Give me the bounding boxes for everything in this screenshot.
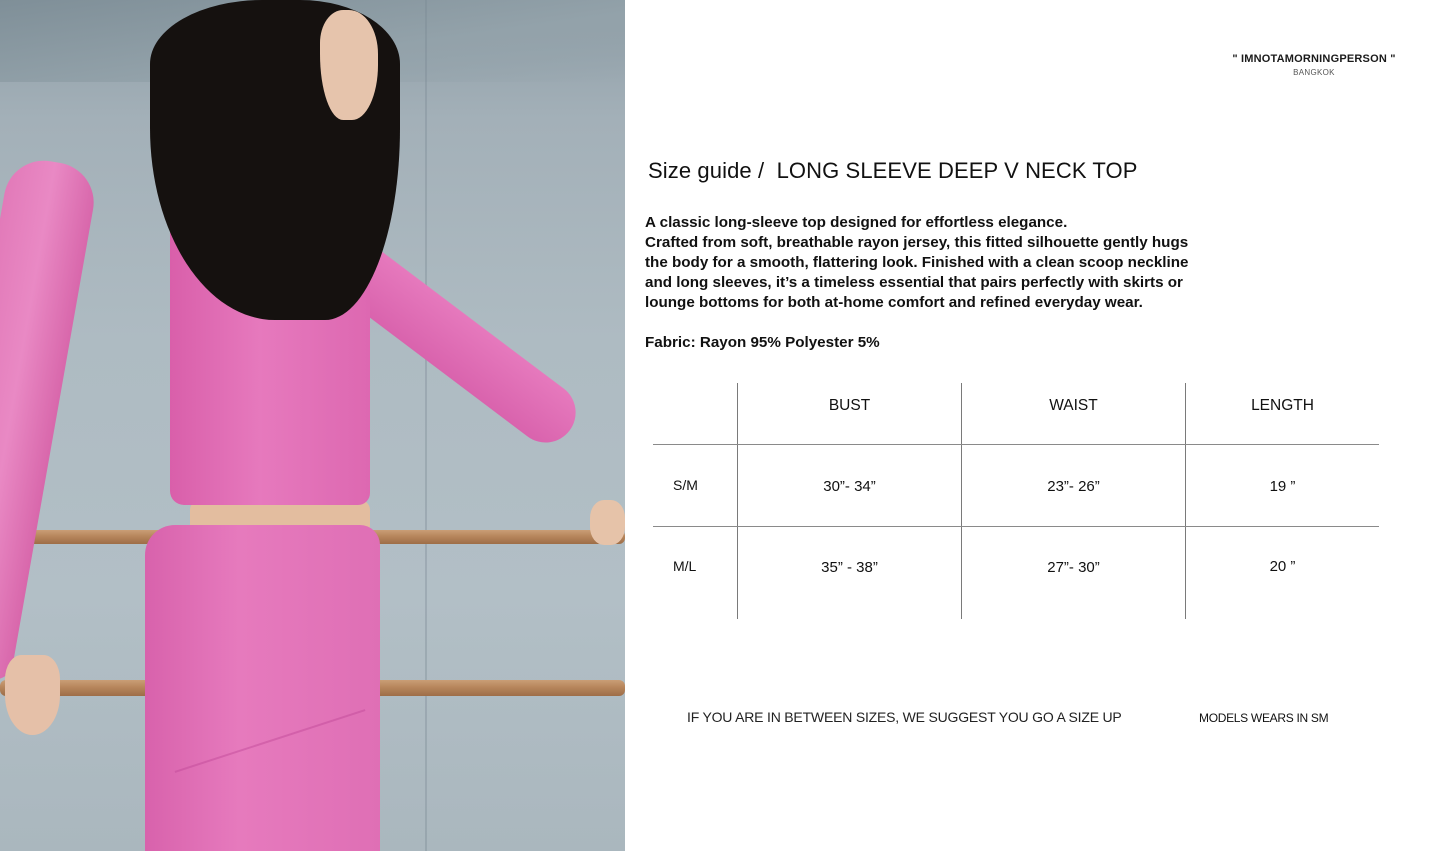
model-left-hand (5, 655, 60, 735)
product-description (645, 213, 1285, 313)
cell-bust: 35” - 38” (821, 559, 878, 576)
model-size-note: MODELS WEARS IN SM (1199, 711, 1329, 725)
description-line: Crafted from soft, breathable rayon jersey, this fitted silhouette gently hugs (645, 234, 1189, 251)
row-label-size: S/M (673, 477, 698, 493)
column-header-waist: WAIST (1049, 397, 1098, 414)
description-line: lounge bottoms for both at-home comfort and refined everyday wear. (645, 294, 1143, 311)
wall-seam (425, 0, 427, 851)
table-divider (737, 383, 738, 619)
description-line: the body for a smooth, flattering look. Finished with a clean scoop neckline (645, 254, 1189, 271)
model-skirt (145, 525, 380, 851)
size-table (653, 383, 1379, 619)
table-divider (961, 383, 962, 619)
cell-length: 20 ” (1269, 558, 1296, 575)
column-header-length: LENGTH (1251, 397, 1314, 414)
cell-waist: 27”- 30” (1047, 559, 1100, 576)
brand-name: " IMNOTAMORNINGPERSON " (1232, 53, 1396, 65)
cell-waist: 23”- 26” (1047, 478, 1100, 495)
model-right-hand (590, 500, 625, 545)
description-line: A classic long-sleeve top designed for effortless elegance. (645, 214, 1068, 231)
table-divider (1185, 383, 1186, 619)
page-title: Size guide / LONG SLEEVE DEEP V NECK TOP (648, 158, 1138, 183)
model-face (320, 10, 378, 120)
model-left-sleeve (0, 154, 100, 682)
fabric-composition: Fabric: Rayon 95% Polyester 5% (645, 334, 880, 351)
product-photo (0, 0, 625, 851)
table-divider (653, 526, 1379, 527)
column-header-bust: BUST (828, 397, 871, 414)
cell-bust: 30”- 34” (823, 478, 876, 495)
brand-city: BANGKOK (1293, 68, 1335, 77)
cell-length: 19 ” (1269, 478, 1296, 495)
brand-block (1200, 53, 1428, 77)
table-divider (653, 444, 1379, 445)
size-advice-note: IF YOU ARE IN BETWEEN SIZES, WE SUGGEST YOU GO A SIZE UP (687, 709, 1122, 725)
row-label-size: M/L (673, 558, 697, 574)
description-line: and long sleeves, it’s a timeless essential that pairs perfectly with skirts or (645, 274, 1183, 291)
